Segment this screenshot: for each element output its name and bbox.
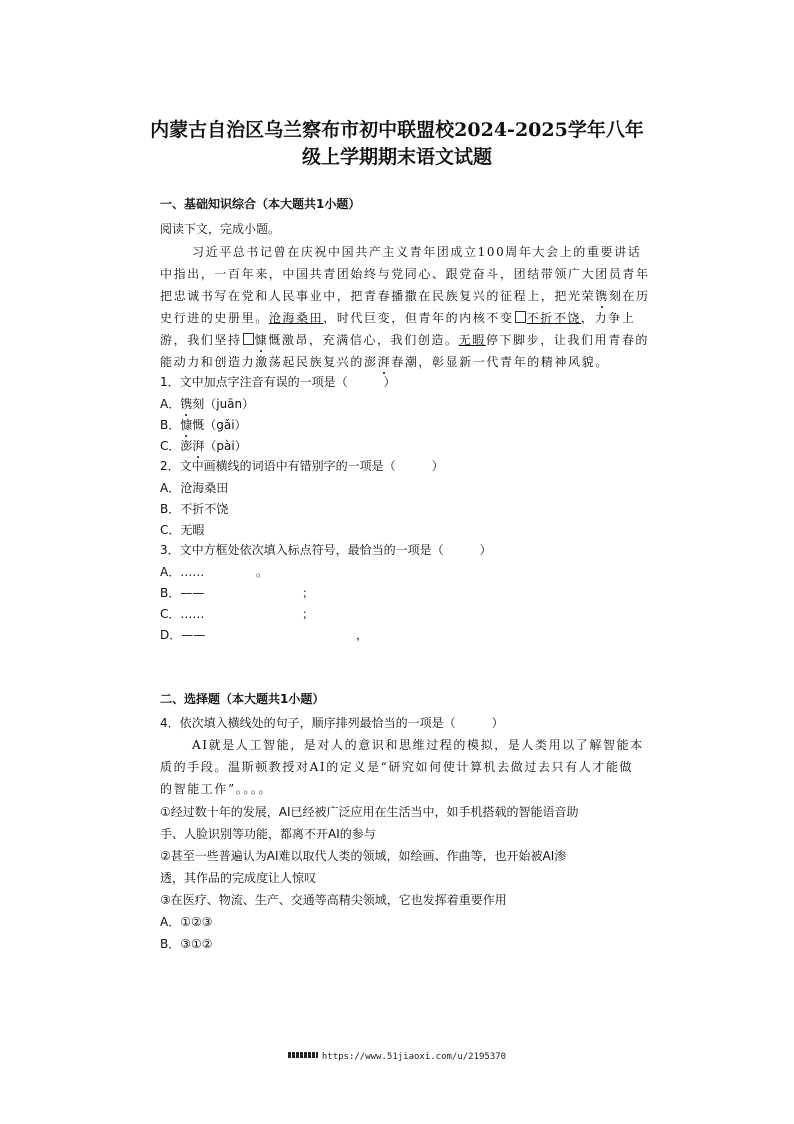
- page-title-line2: 级上学期期末语文试题: [301, 146, 492, 168]
- option-label: B．: [160, 418, 181, 432]
- sentence-1-line: 手、人脸识别等功能，都离不开AI的参与: [160, 827, 376, 841]
- option-text: 慨（gǎi）: [192, 418, 247, 432]
- footer-url[interactable]: https://www.51jiaoxi.com/u/2195370: [321, 1052, 507, 1062]
- option-text: A．……: [160, 565, 205, 579]
- blank-box: [515, 311, 526, 323]
- passage-text: ，力争上: [581, 311, 636, 325]
- question-1-option-b[interactable]: [160, 416, 247, 433]
- question-1-option-a[interactable]: [160, 395, 254, 412]
- question-2-option-b[interactable]: B．不折不饶: [160, 502, 229, 516]
- question-2-stem: 2．文中画横线的词语中有错别字的一项是（ ）: [160, 459, 444, 473]
- question-3-stem: 3．文中方框处依次填入标点符号，最恰当的一项是（ ）: [160, 543, 492, 557]
- sentence-2-line: 透，其作品的完成度让人惊叹: [160, 871, 317, 885]
- passage-text: ，时代巨变，但青年的内核不变: [323, 311, 514, 325]
- dotted-char: 镌: [595, 289, 609, 303]
- passage-text: 停下脚步，让我们用青春的: [485, 333, 650, 347]
- underlined-word: 不折不饶: [526, 311, 582, 325]
- option-text: B．——: [160, 586, 205, 600]
- option-label: A．: [160, 397, 181, 411]
- passage-text: 刻在历: [608, 289, 650, 303]
- section2-heading: 二、选择题（本大题共1小题）: [160, 692, 325, 706]
- section1-intro: 阅读下文，完成小题。: [160, 222, 281, 236]
- passage-line: [160, 353, 609, 370]
- dotted-char: 镌: [180, 397, 193, 411]
- question-1-stem: 1．文中加点字注音有误的一项是（ ）: [160, 375, 396, 389]
- underlined-word: 沧海桑田: [268, 311, 324, 325]
- option-text: C．澎: [160, 439, 193, 453]
- passage-line: 质的手段。温斯顿教授对AI的定义是“研究如何使计算机去做过去只有人才能做: [160, 760, 634, 774]
- page-title-line1: 内蒙古自治区乌兰察布市初中联盟校2024-2025学年八年: [150, 119, 644, 141]
- option-text: 刻（juān）: [192, 397, 255, 411]
- question-3-option-a[interactable]: [160, 563, 269, 580]
- sentence-2-line: ②甚至一些普遍认为AI难以取代人类的领域，如绘画、作曲等，也开始被AI渗: [160, 849, 567, 863]
- passage-line: 中指出，一百年来，中国共青团始终与党同心、跟党奋斗，团结带领广大团员青年: [160, 267, 650, 281]
- footer: [0, 1052, 794, 1062]
- question-2-option-a[interactable]: A．沧海桑田: [160, 481, 229, 495]
- passage-text: 慨激昂，充满信心，我们创造。: [268, 333, 459, 347]
- question-3-option-d[interactable]: [160, 626, 369, 643]
- dotted-char: 湃: [377, 355, 392, 369]
- question-1-option-c[interactable]: [160, 437, 247, 454]
- blank-box: [243, 333, 254, 345]
- dotted-char: 慷: [254, 333, 269, 347]
- option-mark: 。: [256, 565, 269, 579]
- sentence-3-line: ③在医疗、物流、生产、交通等高精尖领域，它也发挥着重要作用: [160, 893, 507, 907]
- option-text: C．……: [160, 607, 205, 621]
- question-4-stem: 4．依次填入横线处的句子，顺序排列最恰当的一项是（ ）: [160, 716, 504, 730]
- passage-line: [160, 309, 635, 326]
- underlined-word: 无暇: [458, 333, 486, 347]
- section1-heading: 一、基础知识综合（本大题共1小题）: [160, 197, 361, 211]
- option-text: D．——: [160, 628, 206, 642]
- passage-line: [160, 287, 650, 304]
- passage-text: 把忠诚书写在党和人民事业中，把青春播撒在民族复兴的征程上，把光荣: [160, 289, 596, 303]
- dotted-char: 慷: [180, 418, 193, 432]
- passage-text: 游，我们坚持: [160, 333, 242, 347]
- option-mark: ，: [356, 628, 369, 642]
- question-4-option-a[interactable]: A．①②③: [160, 915, 213, 929]
- passage-line: [160, 331, 649, 348]
- passage-line: 习近平总书记曾在庆祝中国共产主义青年团成立100周年大会上的重要讲话: [192, 245, 642, 259]
- question-2-option-c[interactable]: C．无暇: [160, 523, 205, 537]
- option-text: （pài）: [204, 439, 247, 453]
- option-mark: ；: [302, 607, 315, 621]
- passage-text: 春潮，彰显新一代青年的精神风貌。: [391, 355, 609, 369]
- passage-text: 能动力和创造力激荡起民族复兴的澎: [160, 355, 378, 369]
- question-3-option-b[interactable]: [160, 584, 315, 601]
- passage-text: 史行进的史册里。: [160, 311, 269, 325]
- passage-line: 的智能工作”。。。。: [160, 782, 273, 796]
- option-mark: ；: [302, 586, 315, 600]
- dotted-char: 湃: [192, 439, 205, 453]
- site-logo-icon: [288, 1052, 318, 1058]
- question-3-option-c[interactable]: [160, 605, 315, 622]
- passage-line: AI就是人工智能，是对人的意识和思维过程的模拟，是人类用以了解智能本: [192, 738, 644, 752]
- sentence-1-line: ①经过数十年的发展，AI已经被广泛应用在生活当中，如手机搭载的智能语音助: [160, 805, 579, 819]
- question-4-option-b[interactable]: B．③①②: [160, 937, 213, 951]
